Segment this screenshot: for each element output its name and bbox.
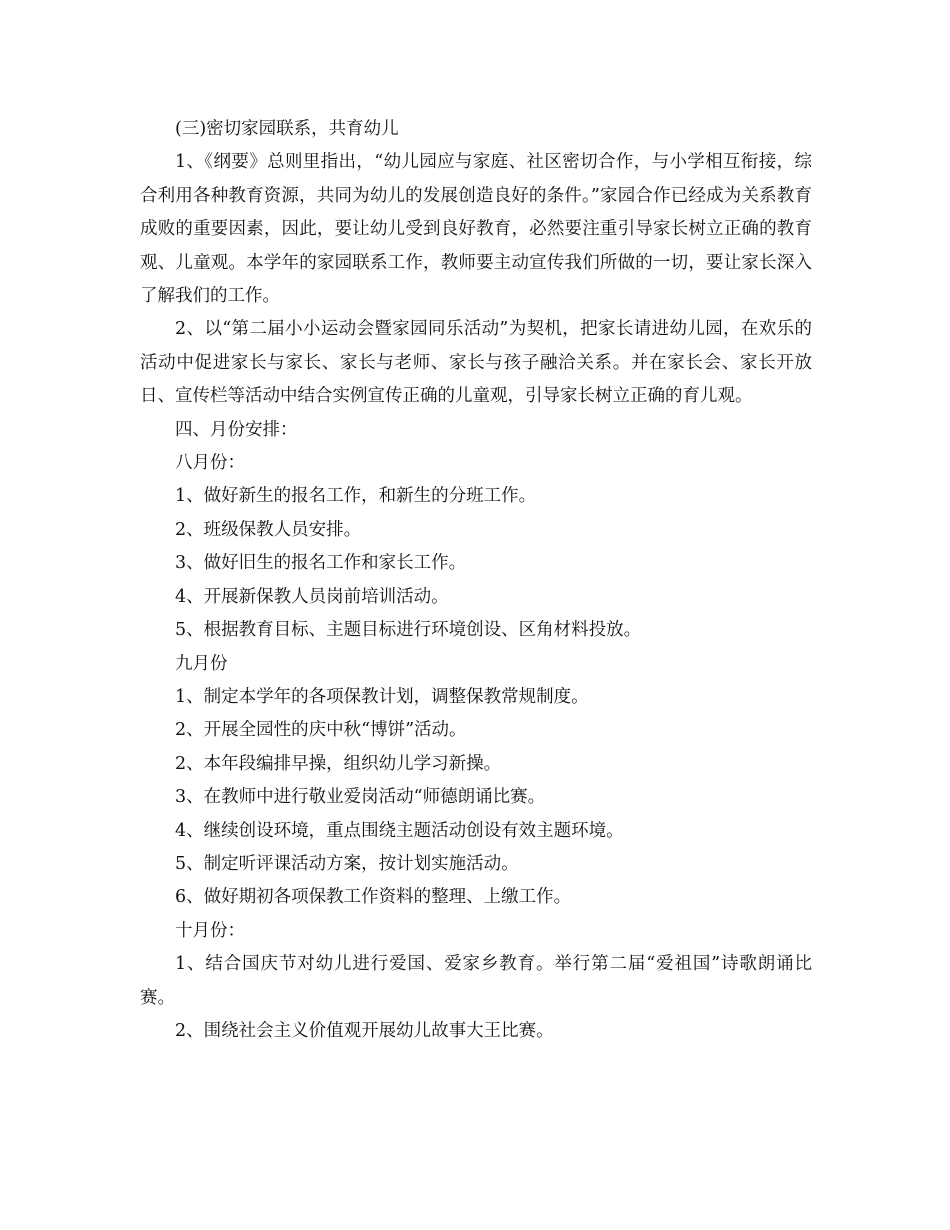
- section-heading-3: (三)密切家园联系，共育幼儿: [175, 119, 399, 139]
- list-item: 3、做好旧生的报名工作和家长工作。: [175, 553, 467, 574]
- list-item: 1、结合国庆节对幼儿进行爱国、爱家乡教育。举行第二届“爱祖国”诗歌朗诵比赛。: [140, 954, 812, 1008]
- list-item: 6、做好期初各项保教工作资料的整理、上缴工作。: [175, 887, 572, 908]
- section-heading-4: 四、月份安排：: [175, 419, 298, 440]
- paragraph-1: 1、《纲要》总则里指出，“幼儿园应与家庭、社区密切合作，与小学相互衔接，综合利用各种教育资源，共同为幼儿的发展创造良好的条件。”家园合作已经成为关系教育成败的重要因素，因此，要让幼儿受到良好教育，必然要注重引导家长树立正确的教育观、儿童观。本学年的家园联系工作，教师要主动宣传我们所做的一切，要让家长深入了解我们的工作。: [140, 152, 812, 307]
- list-item: 4、继续创设环境，重点围绕主题活动创设有效主题环境。: [175, 820, 624, 841]
- list-item: 3、在教师中进行敬业爱岗活动“师德朗诵比赛。: [175, 787, 546, 808]
- document-body: [140, 113, 812, 1048]
- list-item: 1、制定本学年的各项保教计划，调整保教常规制度。: [175, 686, 589, 707]
- list-item: 2、本年段编排早操，组织幼儿学习新操。: [175, 753, 502, 774]
- list-item: 4、开展新保教人员岗前培训活动。: [175, 586, 449, 607]
- paragraph-2: 2、以“第二届小小运动会暨家园同乐活动”为契机，把家长请进幼儿园，在欢乐的活动中促进家长与家长、家长与老师、家长与孩子融洽关系。并在家长会、家长开放日、宣传栏等活动中结合实例宣传正确的儿童观，引导家长树立正确的育儿观。: [140, 319, 812, 407]
- list-item: 5、制定听评课活动方案，按计划实施活动。: [175, 853, 519, 874]
- month-heading-october: 十月份：: [175, 920, 245, 941]
- list-item: 5、根据教育目标、主题目标进行环境创设、区角材料投放。: [175, 620, 642, 641]
- month-heading-september: 九月份: [175, 653, 228, 674]
- list-item: 1、做好新生的报名工作，和新生的分班工作。: [175, 486, 537, 507]
- list-item: 2、班级保教人员安排。: [175, 519, 362, 540]
- list-item: 2、围绕社会主义价值观开展幼儿故事大王比赛。: [175, 1020, 554, 1041]
- list-item: 2、开展全园性的庆中秋“博饼”活动。: [175, 720, 467, 741]
- month-heading-august: 八月份：: [175, 453, 245, 474]
